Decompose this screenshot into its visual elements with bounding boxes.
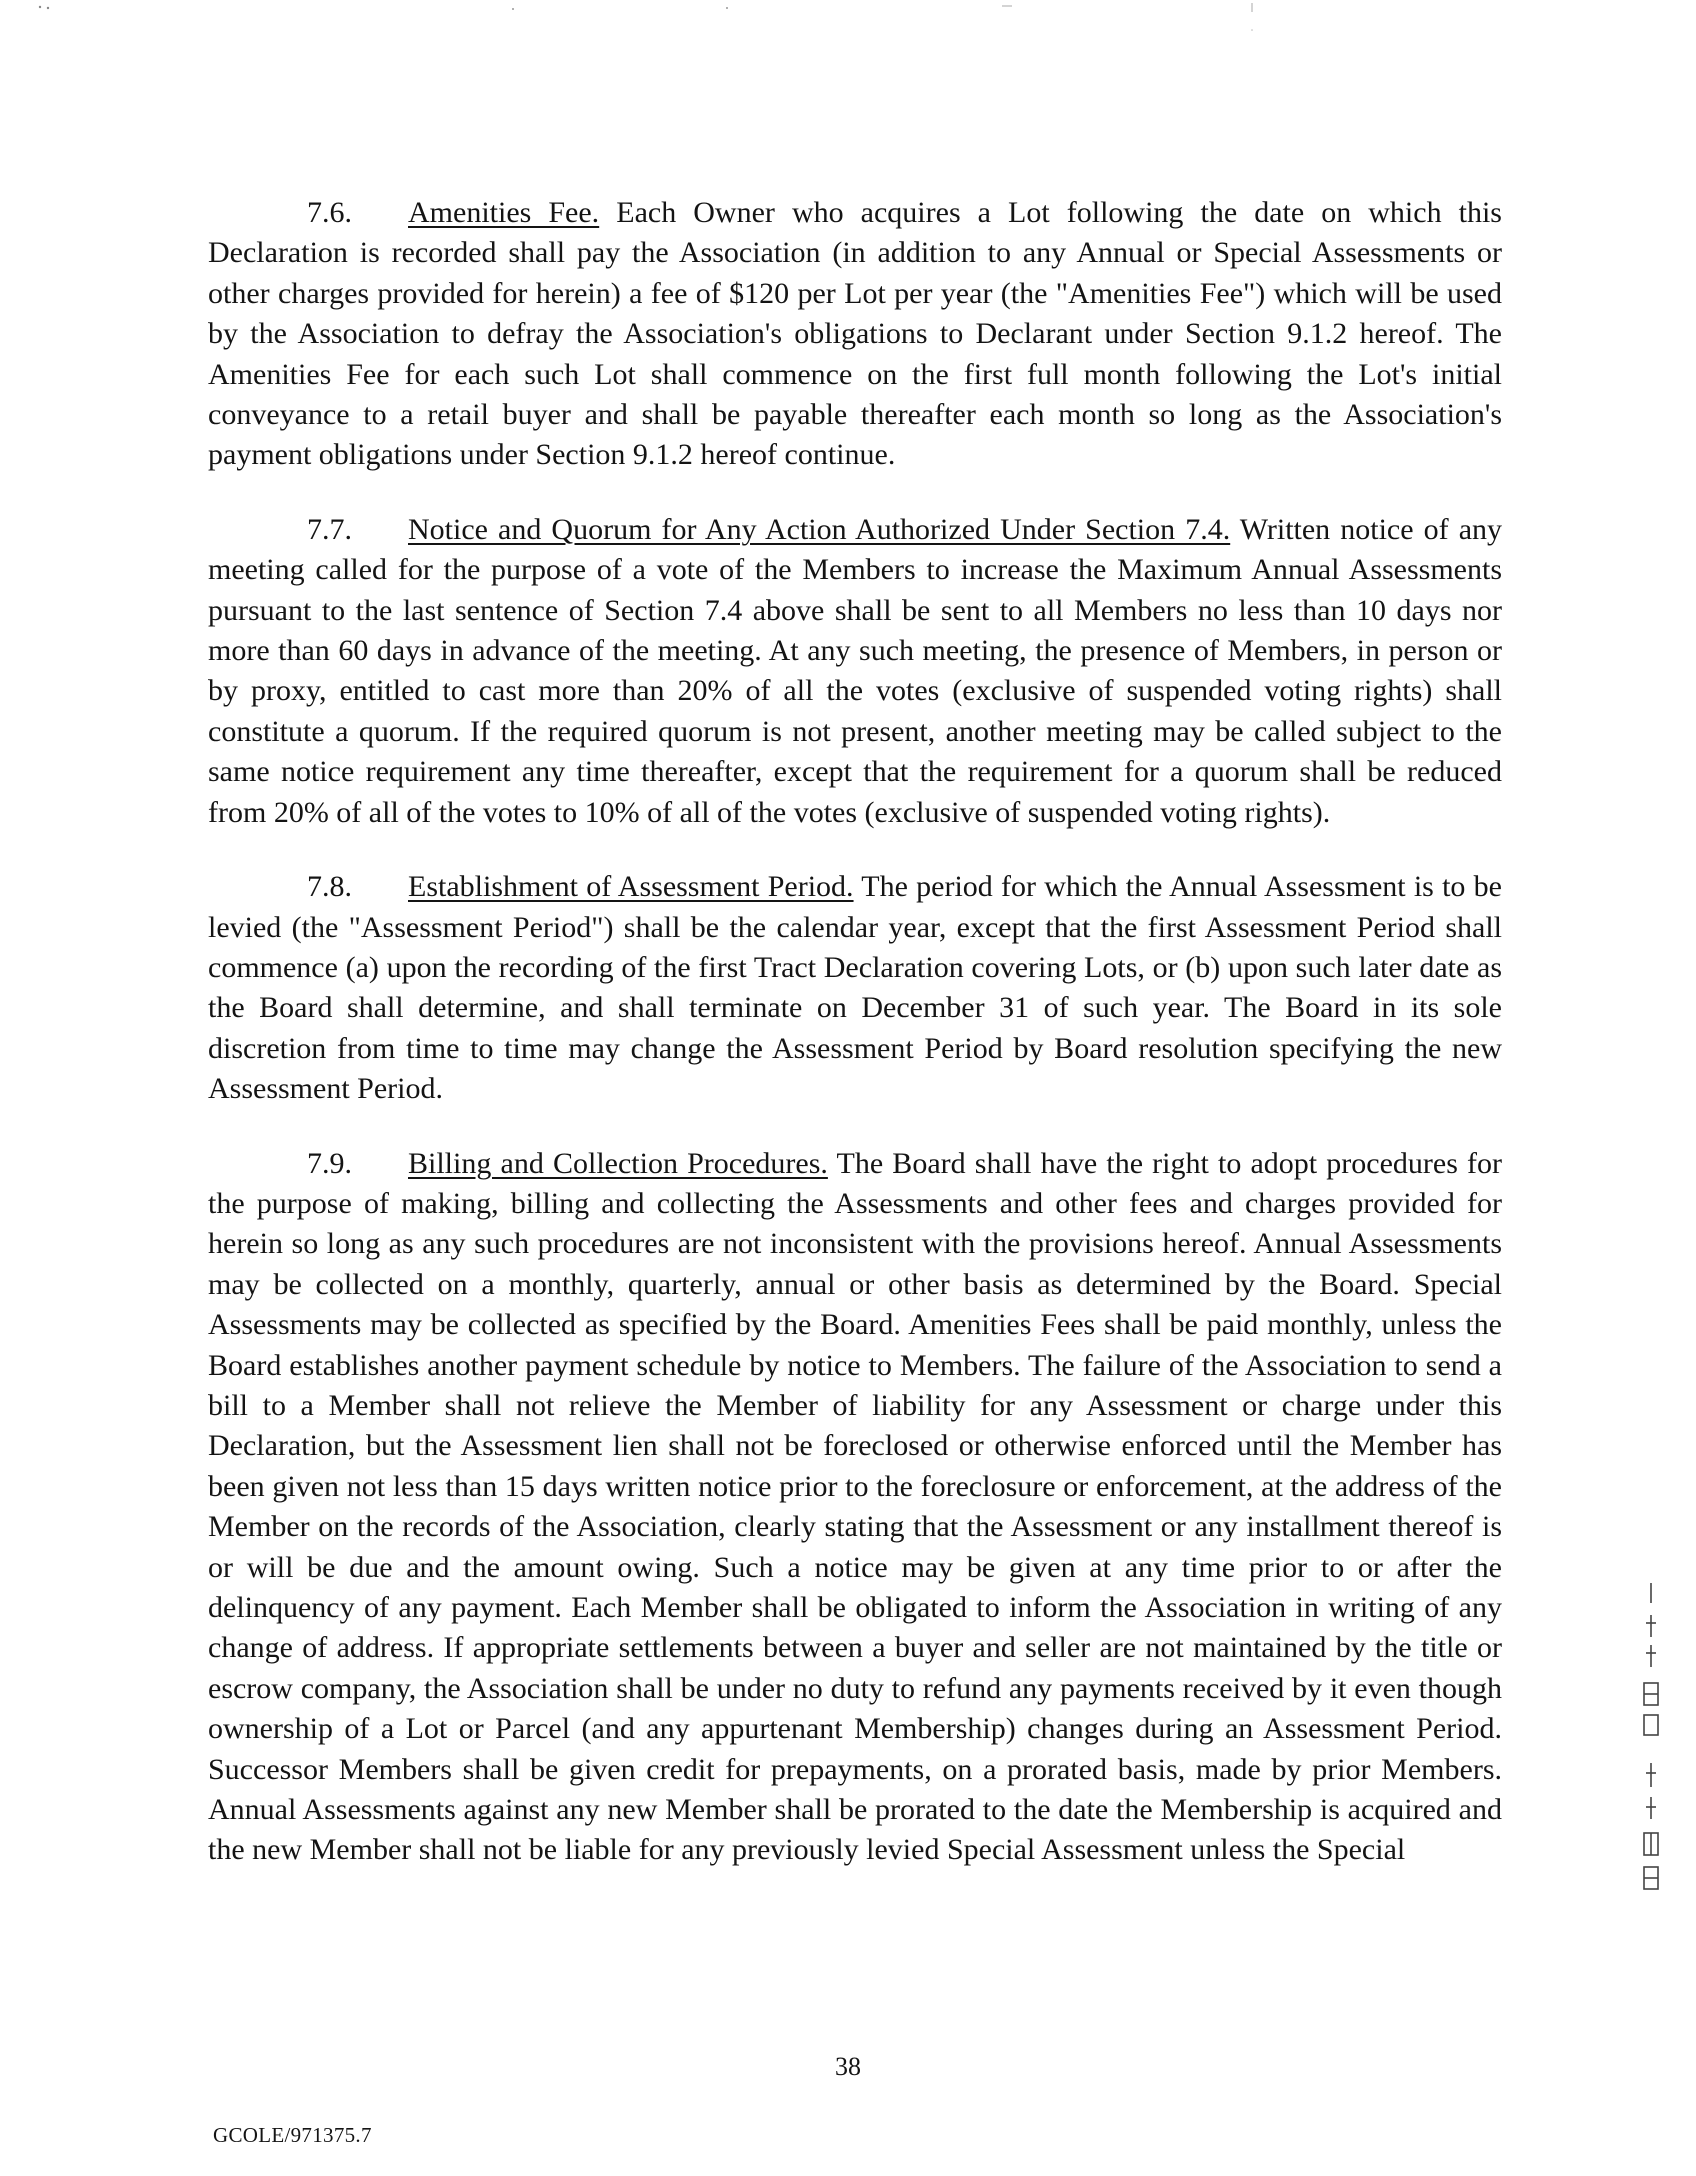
section-number: 7.7. [307,512,352,546]
section-7-9 [208,1144,1502,1871]
section-heading: Notice and Quorum for Any Action Authorized Under Section 7.4. [408,512,1231,546]
section-heading: Establishment of Assessment Period. [408,870,854,904]
section-number: 7.6. [307,196,352,229]
recording-stamp-mark [1634,1575,1668,1935]
section-text: Written notice of any meeting called for the purpose of a vote of the Members to increase the Maximum Annual Assessments pursuant to the last sentence of Section 7.4 above shall be sent to all Members no less than 10 days nor more than 60 days in advance of the meeting. At any such meeting, the presence of Members, in person or by proxy, entitled to cast more than 20% of all the votes (exclusive of suspended voting rights) shall constitute a quorum. If the required quorum is not present, another meeting may be called subject to the same notice requirement any time thereafter, except that the requirement for a quorum shall be reduced from 20% of all of the votes to 10% of all of the votes (exclusive of suspended voting rights). [208,512,1503,829]
section-number: 7.9. [307,1146,352,1180]
section-text: The period for which the Annual Assessment is to be levied (the "Assessment Period") shall be the calendar year, except that the first Assessment Period shall commence (a) upon the recording of the first Tract Declaration covering Lots, or (b) upon such later date as the Board shall determine, and shall terminate on December 31 of such year. The Board in its sole discretion from time to time may change the Assessment Period by Board resolution specifying the new Assessment Period. [208,870,1502,1106]
section-number: 7.8. [307,870,352,904]
scan-artifacts-top [0,0,1696,40]
section-7-7 [208,510,1502,833]
section-text: Each Owner who acquires a Lot following the date on which this Declaration is recorded shall pay the Association (in addition to any Annual or Special Assessments or other charges provided for herein) a fee of $120 per Lot per year (the "Amenities Fee") which will be used by the Association to defray the Association's obligations to Declarant under Section 9.1.2 hereof. The Amenities Fee for each such Lot shall commence on the first full month following the Lot's initial conveyance to a retail buyer and shall be payable thereafter each month so long as the Association's payment obligations under Section 9.1.2 hereof continue. [208,196,1502,472]
document-id-footer: GCOLE/971375.7 [213,2123,372,2147]
section-7-8 [208,867,1502,1109]
document-body [208,193,1502,1905]
section-heading: Billing and Collection Procedures. [408,1146,828,1180]
section-heading: Amenities Fee. [408,196,600,229]
page-number: 38 [835,2052,861,2081]
section-7-6 [208,193,1502,476]
section-text: The Board shall have the right to adopt procedures for the purpose of making, billing and collecting the Assessments and other fees and charges provided for herein so long as any such procedures are not inconsistent with the provisions hereof. Annual Assessments may be collected on a monthly, quarterly, annual or other basis as determined by the Board. Special Assessments may be collected as specified by the Board. Amenities Fees shall be paid monthly, unless the Board establishes another payment schedule by notice to Members. The failure of the Association to send a bill to a Member shall not relieve the Member of liability for any Assessment or charge under this Declaration, but the Assessment lien shall not be foreclosed or otherwise enforced until the Member has been given not less than 15 days written notice prior to the foreclosure or enforcement, at the address of the Member on the records of the Association, clearly stating that the Assessment or any installment thereof is or will be due and the amount owing. Such a notice may be given at any time prior to or after the delinquency of any payment. Each Member shall be obligated to inform the Association in writing of any change of address. If appropriate settlements between a buyer and seller are not maintained by the title or escrow company, the Association shall be under no duty to refund any payments received by it even though ownership of a Lot or Parcel (and any appurtenant Membership) changes during an Assessment Period. Successor Members shall be given credit for prepayments, on a prorated basis, made by prior Members. Annual Assessments against any new Member shall be prorated to the date the Membership is acquired and the new Member shall not be liable for any previously levied Special Assessment unless the Special [208,1146,1503,1867]
